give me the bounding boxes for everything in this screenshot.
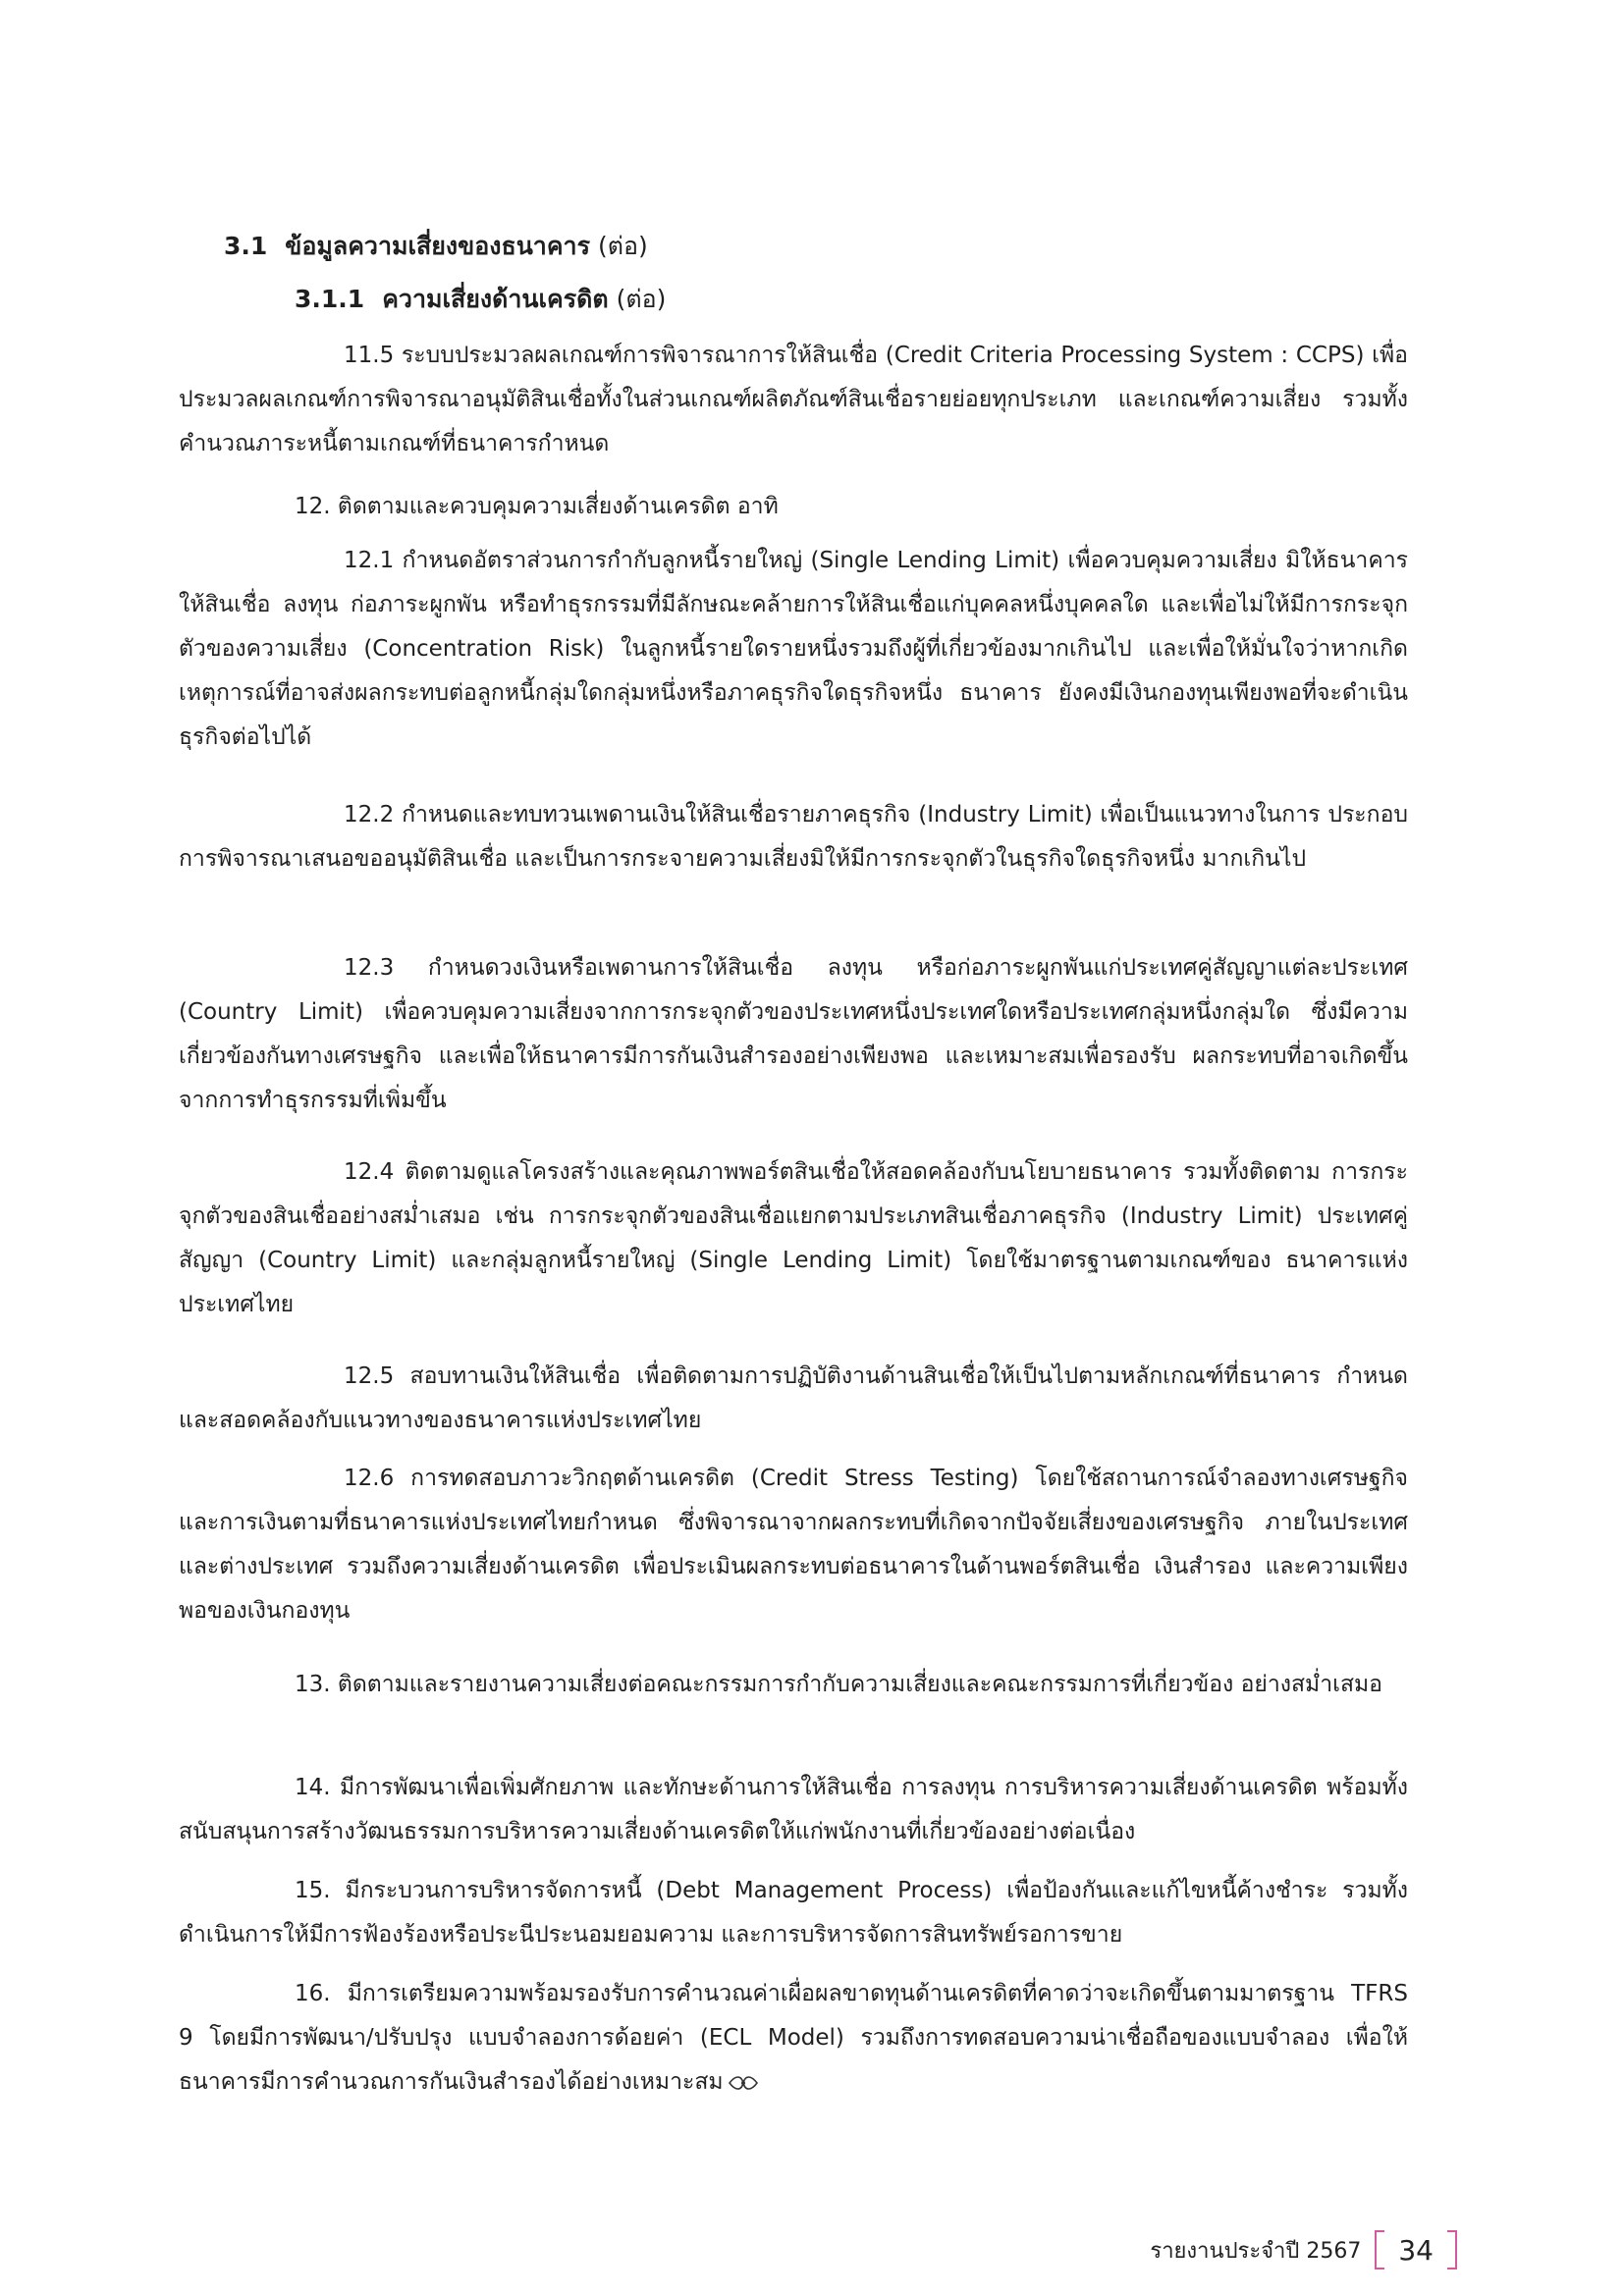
subsection-number: 3.1.1 bbox=[295, 285, 365, 313]
paragraph-12: 12. ติดตามและควบคุมความเสี่ยงด้านเครดิต อาทิ bbox=[295, 494, 779, 519]
subsection-heading bbox=[295, 281, 666, 318]
paragraph-12-6: 12.6 การทดสอบภาวะวิกฤตด้านเครดิต (Credit Stress Testing) โดยใช้สถานการณ์จำลองทางเศรษฐกิจ และการเงินตามที่ธนาคารแห่งประเทศไทยกำหนด ซึ่งพิจารณาจากผลกระทบที่เกิดจากปัจจัยเสี่ยงของเศรษฐกิจ ภายในประเทศและต่างประเทศ รวมถึงความเสี่ยงด้านเครดิต เพื่อประเมินผลกระทบต่อธนาคารในด้านพอร์ตสินเชื่อ เงินสำรอง และความเพียงพอของเงินกองทุน bbox=[179, 1466, 1408, 1624]
paragraph-14: 14. มีการพัฒนาเพื่อเพิ่มศักยภาพ และทักษะด้านการให้สินเชื่อ การลงทุน การบริหารความเสี่ยงด้านเครดิต พร้อมทั้งสนับสนุนการสร้างวัฒนธรรมการบริหารความเสี่ยงด้านเครดิตให้แก่พนักงานที่เกี่ยวข้องอย่างต่อเนื่อง bbox=[179, 1775, 1408, 1844]
subsection-title: ความเสี่ยงด้านเครดิต bbox=[382, 285, 609, 313]
right-bracket bbox=[1447, 2230, 1457, 2269]
page-number: 34 bbox=[1398, 2233, 1434, 2267]
subsection-suffix: (ต่อ) bbox=[616, 285, 667, 313]
paragraph-15: 15. มีกระบวนการบริหารจัดการหนี้ (Debt Management Process) เพื่อป้องกันและแก้ไขหนี้ค้างชำระ รวมทั้งดำเนินการให้มีการฟ้องร้องหรือประนีประนอมยอมความ และการบริหารจัดการสินทรัพย์รอการขาย bbox=[179, 1878, 1408, 1948]
section-suffix: (ต่อ) bbox=[597, 232, 648, 260]
paragraph-12-5: 12.5 สอบทานเงินให้สินเชื่อ เพื่อติดตามการปฏิบัติงานด้านสินเชื่อให้เป็นไปตามหลักเกณฑ์ที่ธนาคาร กำหนด และสอดคล้องกับแนวทางของธนาคารแห่งประเทศไทย bbox=[179, 1363, 1408, 1433]
section-heading bbox=[224, 228, 648, 265]
paragraph-13: 13. ติดตามและรายงานความเสี่ยงต่อคณะกรรมการกำกับความเสี่ยงและคณะกรรมการที่เกี่ยวข้อง อย่างสม่ำเสมอ bbox=[295, 1672, 1382, 1697]
paragraph-12-4: 12.4 ติดตามดูแลโครงสร้างและคุณภาพพอร์ตสินเชื่อให้สอดคล้องกับนโยบายธนาคาร รวมทั้งติดตาม การกระจุกตัวของสินเชื่ออย่างสม่ำเสมอ เช่น การกระจุกตัวของสินเชื่อแยกตามประเภทสินเชื่อภาคธุรกิจ (Industry Limit) ประเทศคู่สัญญา (Country Limit) และกลุ่มลูกหนี้รายใหญ่ (Single Lending Limit) โดยใช้มาตรฐานตามเกณฑ์ของ ธนาคารแห่งประเทศไทย bbox=[179, 1159, 1408, 1317]
paragraph-11-5: 11.5 ระบบประมวลผลเกณฑ์การพิจารณาการให้สินเชื่อ (Credit Criteria Processing System : CCPS) เพื่อประมวลผลเกณฑ์การพิจารณาอนุมัติสินเชื่อทั้งในส่วนเกณฑ์ผลิตภัณฑ์สินเชื่อรายย่อยทุกประเภท และเกณฑ์ความเสี่ยง รวมทั้งคำนวณภาระหนี้ตามเกณฑ์ที่ธนาคารกำหนด bbox=[179, 343, 1408, 456]
paragraph-12-1: 12.1 กำหนดอัตราส่วนการกำกับลูกหนี้รายใหญ่ (Single Lending Limit) เพื่อควบคุมความเสี่ยง มิให้ธนาคารให้สินเชื่อ ลงทุน ก่อภาระผูกพัน หรือทำธุรกรรมที่มีลักษณะคล้ายการให้สินเชื่อแก่บุคคลหนึ่งบุคคลใด และเพื่อไม่ให้มีการกระจุกตัวของความเสี่ยง (Concentration Risk) ในลูกหนี้รายใดรายหนึ่งรวมถึงผู้ที่เกี่ยวข้องมากเกินไป และเพื่อให้มั่นใจว่าหากเกิดเหตุการณ์ที่อาจส่งผลกระทบต่อลูกหนี้กลุ่มใดกลุ่มหนึ่งหรือภาคธุรกิจใดธุรกิจหนึ่ง ธนาคาร ยังคงมีเงินกองทุนเพียงพอที่จะดำเนินธุรกิจต่อไปได้ bbox=[179, 548, 1408, 750]
paragraph-12-2: 12.2 กำหนดและทบทวนเพดานเงินให้สินเชื่อรายภาคธุรกิจ (Industry Limit) เพื่อเป็นแนวทางในการ ประกอบการพิจารณาเสนอขออนุมัติสินเชื่อ และเป็นการกระจายความเสี่ยงมิให้มีการกระจุกตัวในธุรกิจใดธุรกิจหนึ่ง มากเกินไป bbox=[179, 802, 1408, 872]
section-title: ข้อมูลความเสี่ยงของธนาคาร bbox=[285, 232, 591, 260]
paragraph-16-wrap bbox=[179, 1972, 1408, 2105]
left-bracket bbox=[1375, 2230, 1384, 2269]
paragraph-12-3: 12.3 กำหนดวงเงินหรือเพดานการให้สินเชื่อ ลงทุน หรือก่อภาระผูกพันแก่ประเทศคู่สัญญาแต่ละประเทศ (Country Limit) เพื่อควบคุมความเสี่ยงจากการกระจุกตัวของประเทศหนึ่งประเทศใดหรือประเทศกลุ่มหนึ่งกลุ่มใด ซึ่งมีความเกี่ยวข้องกันทางเศรษฐกิจ และเพื่อให้ธนาคารมีการกันเงินสำรองอย่างเพียงพอ และเหมาะสมเพื่อรองรับ ผลกระทบที่อาจเกิดขึ้นจากการทำธุรกรรมที่เพิ่มขึ้น bbox=[179, 955, 1408, 1113]
section-number: 3.1 bbox=[224, 232, 268, 260]
report-label: รายงานประจำปี 2567 bbox=[1150, 2238, 1362, 2264]
flower-ornament-icon bbox=[728, 2073, 759, 2093]
paragraph-16: 16. มีการเตรียมความพร้อมรองรับการคำนวณค่าเผื่อผลขาดทุนด้านเครดิตที่คาดว่าจะเกิดขึ้นตามมาตรฐาน TFRS 9 โดยมีการพัฒนา/ปรับปรุง แบบจำลองการด้อยค่า (ECL Model) รวมถึงการทดสอบความน่าเชื่อถือของแบบจำลอง เพื่อให้ธนาคารมีการคำนวณการกันเงินสำรองได้อย่างเหมาะสม bbox=[179, 1981, 1408, 2095]
page-footer bbox=[1150, 2228, 1457, 2271]
